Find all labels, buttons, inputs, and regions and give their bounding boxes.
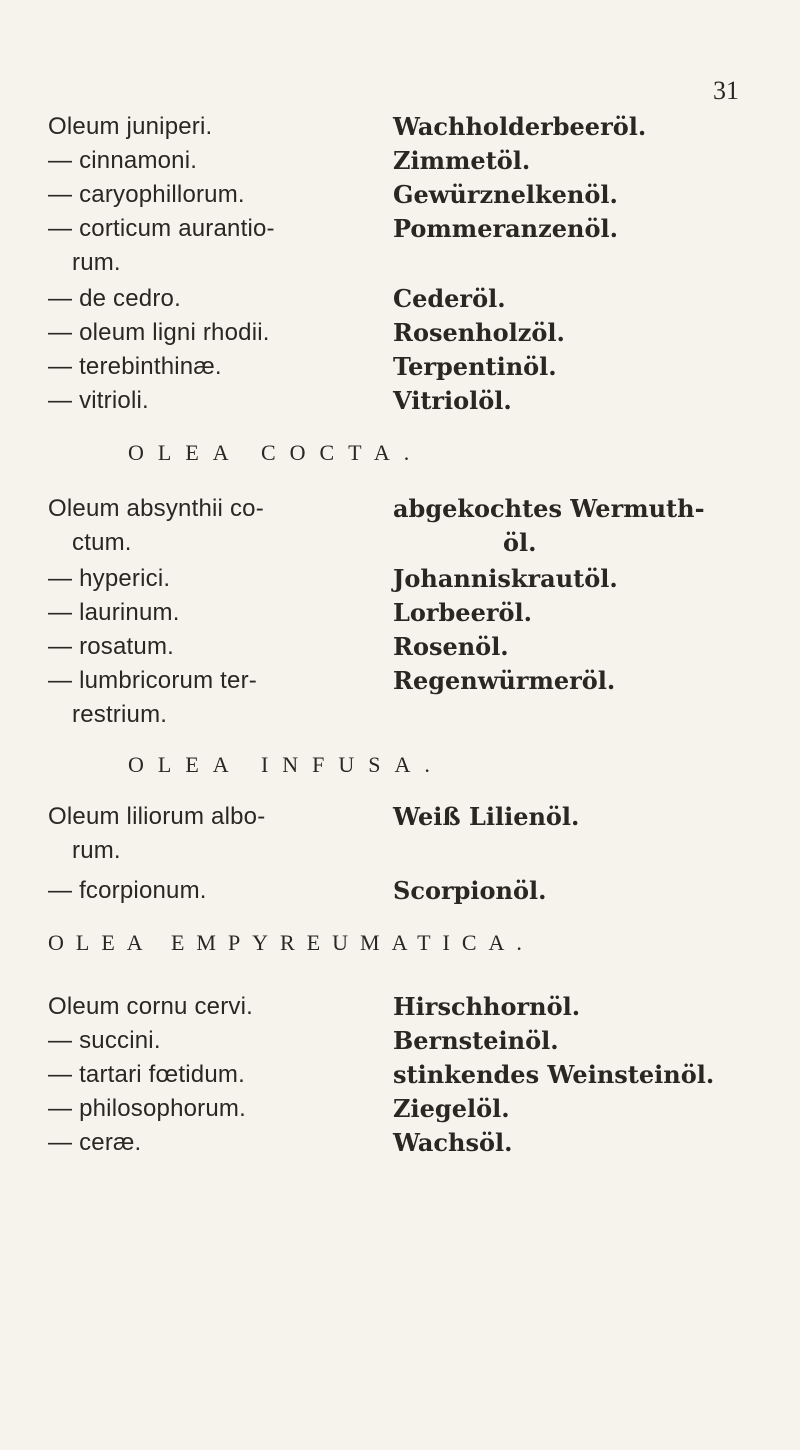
german-term: Regenwürmeröl.: [393, 666, 616, 695]
latin-term: — vitrioli.: [48, 387, 149, 414]
latin-term: — philosophorum.: [48, 1095, 246, 1122]
german-term: [393, 492, 793, 560]
german-term: Terpentinöl.: [393, 352, 557, 381]
latin-term: — laurinum.: [48, 599, 180, 626]
german-term: Bernsteinöl.: [393, 1026, 559, 1055]
german-term: Rosenholzöl.: [393, 318, 565, 347]
latin-line: — corticum aurantio-: [48, 215, 275, 242]
german-term: Pommeranzenöl.: [393, 214, 618, 243]
latin-term: — terebinthinæ.: [48, 353, 222, 380]
latin-continuation: restrium.: [72, 701, 168, 728]
german-term: Wachholderbeeröl.: [393, 112, 647, 141]
german-line: abgekochtes Wermuth-: [393, 494, 705, 523]
latin-term: — de cedro.: [48, 285, 181, 312]
german-term: Vitriolöl.: [393, 386, 512, 415]
latin-term: Oleum juniperi.: [48, 113, 213, 140]
latin-term: — caryophillorum.: [48, 181, 245, 208]
section-heading-olea-infusa: OLEA INFUSA.: [128, 752, 444, 777]
german-term: Scorpionöl.: [393, 876, 547, 905]
german-term: Weiß Lilienöl.: [393, 802, 580, 831]
latin-term: — succini.: [48, 1027, 161, 1054]
german-term: Lorbeeröl.: [393, 598, 532, 627]
latin-term: [48, 664, 348, 732]
latin-term: [48, 800, 348, 868]
latin-term: — tartari fœtidum.: [48, 1061, 245, 1088]
latin-continuation: rum.: [72, 837, 121, 864]
latin-continuation: rum.: [72, 249, 121, 276]
latin-line: Oleum absynthii co-: [48, 495, 264, 522]
german-term: Johanniskrautöl.: [393, 564, 618, 593]
german-term: Cederöl.: [393, 284, 506, 313]
german-term: Hirschhornöl.: [393, 992, 581, 1021]
german-continuation: öl.: [503, 528, 537, 557]
latin-term: — rosatum.: [48, 633, 175, 660]
latin-line: Oleum liliorum albo-: [48, 803, 266, 830]
latin-term: [48, 212, 348, 280]
latin-continuation: ctum.: [72, 529, 132, 556]
german-term: Gewürznelkenöl.: [393, 180, 618, 209]
latin-line: — lumbricorum ter-: [48, 667, 257, 694]
latin-term: — cinnamoni.: [48, 147, 198, 174]
german-term: stinkendes Weinsteinöl.: [393, 1060, 715, 1089]
latin-term: — fcorpionum.: [48, 877, 207, 904]
page-number: 31: [713, 76, 739, 105]
german-term: Zimmetöl.: [393, 146, 531, 175]
latin-term: — ceræ.: [48, 1129, 142, 1156]
latin-term: — hyperici.: [48, 565, 171, 592]
german-term: Ziegelöl.: [393, 1094, 510, 1123]
latin-term: Oleum cornu cervi.: [48, 993, 253, 1020]
latin-term: — oleum ligni rhodii.: [48, 319, 270, 346]
section-heading-olea-cocta: OLEA COCTA.: [128, 440, 424, 465]
german-term: Rosenöl.: [393, 632, 509, 661]
section-heading-olea-empyreumatica: OLEA EMPYREUMATICA.: [48, 930, 534, 955]
latin-term: [48, 492, 348, 560]
german-term: Wachsöl.: [393, 1128, 513, 1157]
